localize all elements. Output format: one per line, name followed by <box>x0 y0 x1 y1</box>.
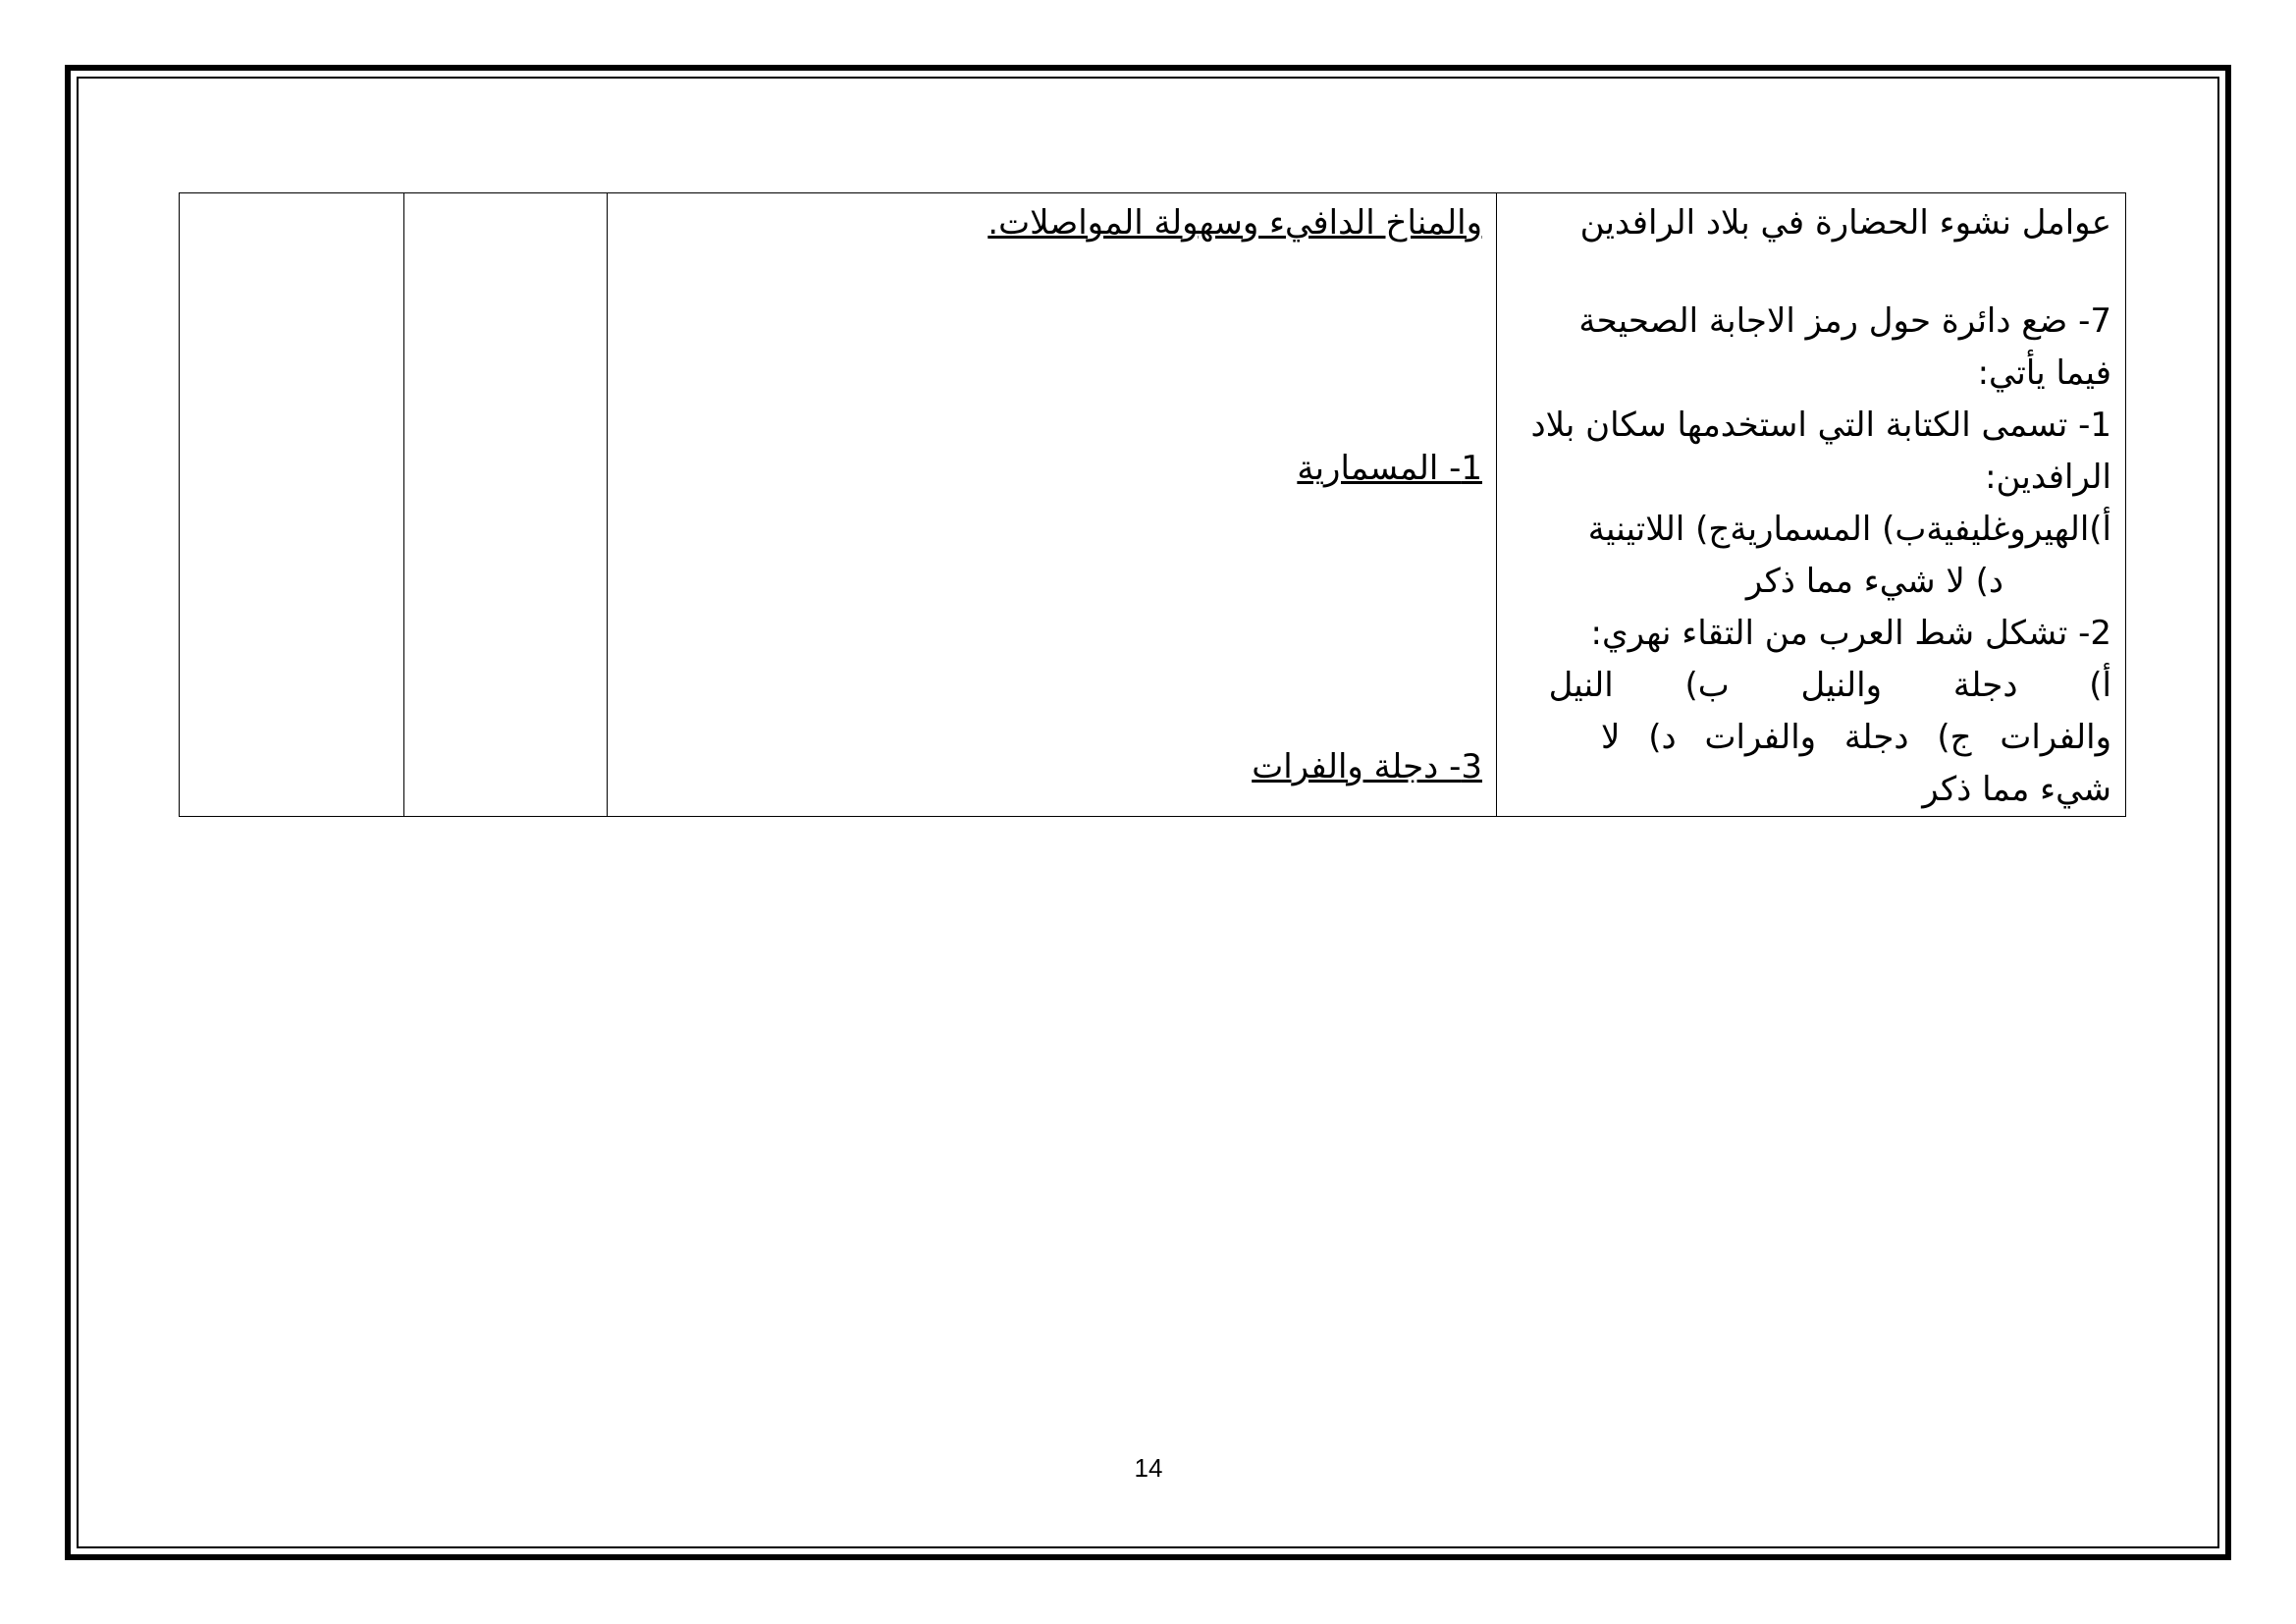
question-1-options: أ)الهيروغليفيةب) المسماريةج) اللاتينية <box>1587 510 2111 549</box>
empty-cell <box>180 193 404 817</box>
question-1-line: 1- تسمى الكتابة التي استخدمها سكان بلاد <box>1530 406 2111 445</box>
question-cell <box>1497 193 2126 817</box>
question-2-line: 2- تشكل شط العرب من التقاء نهري: <box>1590 614 2111 653</box>
question-title: عوامل نشوء الحضارة في بلاد الرافدين <box>1579 203 2111 243</box>
answer-3: 3- دجلة والفرات <box>1252 747 1482 786</box>
table-row <box>180 193 2126 817</box>
answer-line: والمناخ الدافيء وسهولة المواصلات. <box>988 203 1482 243</box>
question-1-options: د) لا شيء مما ذكر <box>1745 562 2003 601</box>
question-2-options: أ) دجلة والنيل ب) النيل <box>1548 666 2111 705</box>
instruction-line: فيما يأتي: <box>1977 353 2111 393</box>
question-1-line: الرافدين: <box>1985 458 2111 497</box>
question-2-options: شيء مما ذكر <box>1922 770 2111 809</box>
page-number: 14 <box>1134 1453 1163 1483</box>
question-2-options: والفرات ج) دجلة والفرات د) لا <box>1601 718 2111 757</box>
empty-cell <box>404 193 608 817</box>
answer-cell <box>608 193 1497 817</box>
question-text <box>1497 193 2125 816</box>
answer-table <box>179 192 2126 817</box>
answer-content <box>608 193 1496 812</box>
answer-1: 1- المسمارية <box>1297 449 1482 488</box>
instruction-line: 7- ضع دائرة حول رمز الاجابة الصحيحة <box>1578 301 2111 341</box>
